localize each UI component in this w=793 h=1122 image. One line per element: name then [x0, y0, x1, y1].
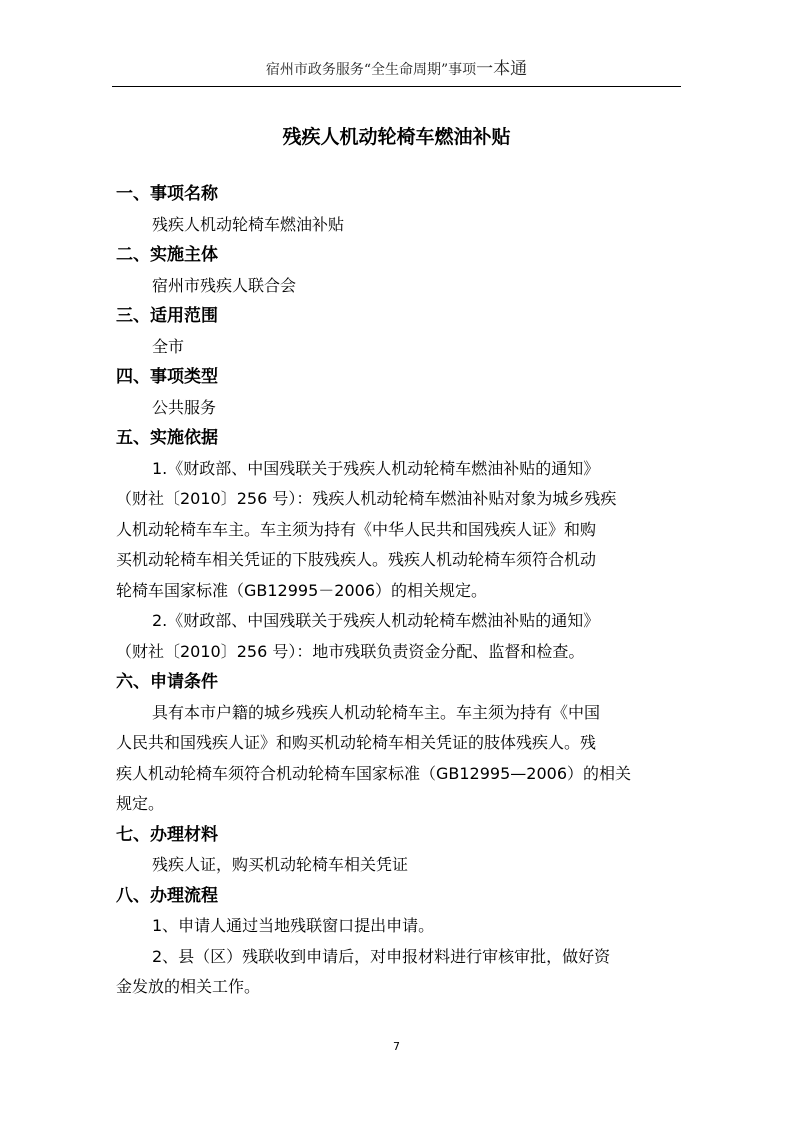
header-rule	[112, 86, 681, 87]
section-heading-implementing-body: 二、实施主体	[116, 245, 218, 265]
paragraph-line: 2、县（区）残联收到申请后，对申报材料进行审核审批，做好资	[152, 946, 611, 966]
section-heading-materials: 七、办理材料	[116, 824, 218, 845]
paragraph-line: 具有本市户籍的城乡残疾人机动轮椅车主。车主须为持有《中国	[152, 702, 601, 722]
section-heading-legal-basis: 五、实施依据	[116, 428, 218, 448]
paragraph-line: 2.《财政部、中国残联关于残疾人机动轮椅车燃油补贴的通知》	[152, 611, 600, 630]
document-body	[116, 179, 686, 1003]
page-title: 残疾人机动轮椅车燃油补贴	[282, 126, 511, 148]
section-heading-process: 八、办理流程	[116, 885, 218, 906]
running-header	[112, 58, 681, 81]
paragraph-line: （财社〔2010〕256 号）：地市残联负责资金分配、监督和检查。	[116, 641, 585, 661]
section-text: 残疾人机动轮椅车燃油补贴	[152, 214, 345, 234]
paragraph-line: 人民共和国残疾人证》和购买机动轮椅车相关凭证的肢体残疾人。残	[116, 733, 597, 752]
paragraph-line: 轮椅车国家标准（GB12995－2006）的相关规定。	[116, 580, 487, 600]
section-text: 公共服务	[152, 397, 217, 417]
section-text: 全市	[152, 336, 185, 356]
section-heading-scope: 三、适用范围	[116, 306, 218, 326]
paragraph-line: 金发放的相关工作。	[116, 977, 261, 996]
paragraph-line: 疾人机动轮椅车须符合机动轮椅车国家标准（GB12995—2006）的相关	[116, 763, 631, 783]
section-text: 宿州市残疾人联合会	[152, 275, 297, 295]
section-heading-item-type: 四、事项类型	[116, 367, 218, 387]
paragraph-line: （财社〔2010〕256 号）：残疾人机动轮椅车燃油补贴对象为城乡残疾	[116, 489, 617, 508]
paragraph-line: 买机动轮椅车相关凭证的下肢残疾人。残疾人机动轮椅车须符合机动	[116, 550, 597, 569]
paragraph-line: 规定。	[116, 794, 165, 813]
page-number: 7	[393, 1040, 400, 1053]
section-heading-conditions: 六、申请条件	[116, 672, 218, 692]
section-text: 残疾人证，购买机动轮椅车相关凭证	[152, 855, 409, 874]
paragraph-line: 1.《财政部、中国残联关于残疾人机动轮椅车燃油补贴的通知》	[152, 458, 600, 478]
paragraph-line: 1、申请人通过当地残联窗口提出申请。	[152, 916, 435, 935]
paragraph-line: 人机动轮椅车车主。车主须为持有《中华人民共和国残疾人证》和购	[116, 519, 597, 539]
section-heading-item-name: 一、事项名称	[116, 184, 218, 204]
header-text: 宿州市政务服务“全生命周期”事项	[265, 62, 477, 78]
header-text-emphasis: 一本通	[476, 59, 528, 79]
